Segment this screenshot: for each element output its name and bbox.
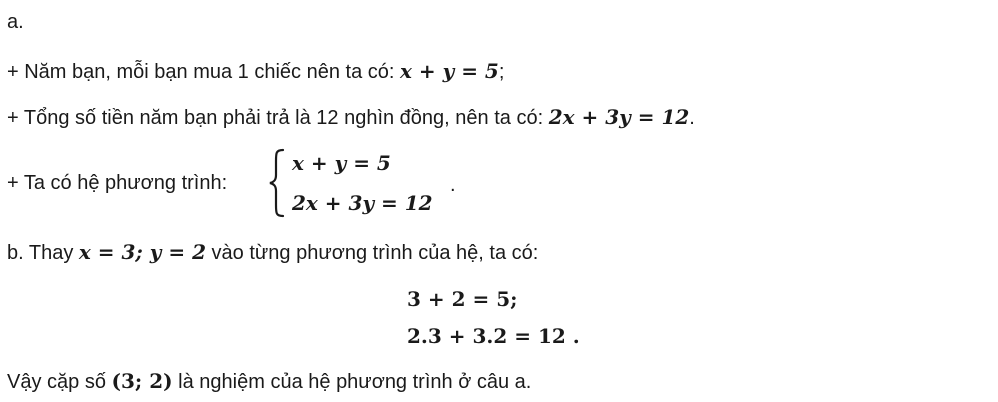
equation-system — [268, 147, 468, 219]
part-a-label-text: a. — [7, 11, 24, 33]
part-a-label — [7, 8, 24, 36]
check-equation-1: 3 + 2 = 5; — [407, 287, 518, 311]
system-end-period: . — [450, 174, 456, 196]
part-b-substitution: x = 3; y = 2 — [78, 240, 206, 264]
conclusion-pair: (3; 2) — [111, 369, 173, 393]
system-equation-1: x + y = 5 — [292, 151, 391, 175]
line-2-equation: 2x + 3y = 12 — [548, 105, 690, 129]
part-b-intro-rest: vào từng phương trình của hệ, ta có: — [206, 242, 539, 264]
line-1-equation: x + y = 5 — [400, 59, 499, 83]
conclusion-text: Vậy cặp số — [7, 371, 112, 393]
line-1-end: ; — [498, 61, 505, 83]
conclusion — [7, 367, 531, 396]
line-3-text: + Ta có hệ phương trình: — [7, 172, 228, 194]
check-equation-2: 2.3 + 3.2 = 12 . — [407, 324, 580, 348]
conclusion-rest: là nghiệm của hệ phương trình ở câu a. — [172, 371, 532, 393]
part-a-line-1 — [7, 57, 504, 86]
line-2-end: . — [689, 107, 695, 129]
part-b-intro-text: b. Thay — [7, 242, 79, 264]
line-1-text: + Năm bạn, mỗi bạn mua 1 chiếc nên ta có: — [7, 61, 400, 83]
line-2-text: + Tổng số tiền năm bạn phải trả là 12 nghìn đồng, nên ta có: — [7, 107, 549, 129]
part-a-line-2 — [7, 103, 695, 132]
system-equation-2: 2x + 3y = 12 — [292, 191, 433, 215]
left-brace-icon — [268, 147, 286, 219]
part-a-line-3 — [7, 169, 227, 197]
part-b-intro — [7, 238, 538, 267]
